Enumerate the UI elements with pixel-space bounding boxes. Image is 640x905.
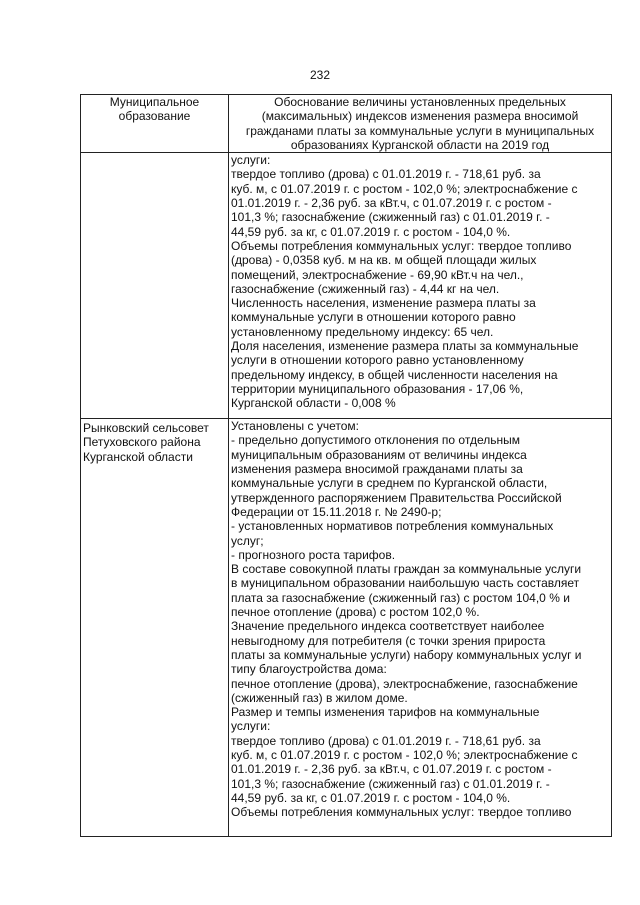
justification-line: коммунальные услуги в среднем по Курганской области, [231, 476, 548, 491]
justification-line: 01.01.2019 г. - 2,36 руб. за кВт.ч, с 01.07.2019 г. с ростом - [231, 196, 552, 211]
justification-line: 44,59 руб. за кг, с 01.07.2019 г. с ростом - 104,0 %. [231, 790, 511, 805]
justification-line: муниципальным образованиям от величины индекса [231, 447, 527, 462]
table-row [81, 153, 612, 419]
municipality-cell [81, 419, 229, 837]
justification-line: твердое топливо (дрова) с 01.01.2019 г. - 718,61 руб. за [231, 733, 541, 748]
header-justification [229, 95, 612, 153]
justification-line: - установленных нормативов потребления коммунальных [231, 519, 554, 534]
justification-line: плата за газоснабжение (сжиженный газ) с ростом 104,0 % и [231, 590, 570, 605]
justification-line: - предельно допустимого отклонения по отдельным [231, 433, 520, 448]
justification-line: 101,3 %; газоснабжение (сжиженный газ) с 01.01.2019 г. - [231, 776, 550, 791]
municipality-cell [81, 153, 229, 419]
justification-cell [229, 419, 612, 837]
justification-line: установленному предельному индексу: 65 чел. [231, 324, 494, 339]
municipality-line: Рынковский сельсовет [83, 421, 209, 436]
justification-line: Курганской области - 0,008 % [231, 396, 396, 411]
justification-line: твердое топливо (дрова) с 01.01.2019 г. - 718,61 руб. за [231, 167, 541, 182]
header-line: образование [118, 109, 191, 124]
justification-line: печное отопление (дрова), электроснабжение, газоснабжение [231, 676, 578, 691]
justification-line: невыгодному для потребителя (с точки зрения прироста [231, 633, 546, 648]
justification-line: 101,3 %; газоснабжение (сжиженный газ) с 01.01.2019 г. - [231, 210, 550, 225]
page-number: 232 [309, 68, 331, 82]
header-municipality [81, 95, 229, 153]
justification-line: Федерации от 15.11.2018 г. № 2490-р; [231, 504, 442, 519]
header-line: Обоснование величины установленных предельных [274, 95, 566, 109]
header-line: Муниципальное [109, 95, 200, 109]
table-row [81, 419, 612, 837]
justification-line: утвержденного распоряжением Правительства Российской [231, 490, 562, 505]
header-line: гражданами платы за коммунальные услуги в муниципальных [245, 123, 595, 138]
justification-line: (дрова) - 0,0358 куб. м на кв. м общей площади жилых [231, 253, 537, 268]
justification-line: Объемы потребления коммунальных услуг: твердое топливо [231, 238, 572, 253]
justification-line: Доля населения, изменение размера платы за коммунальные [231, 339, 579, 354]
justification-line: Объемы потребления коммунальных услуг: твердое топливо [231, 805, 572, 820]
justification-line: куб. м, с 01.07.2019 г. с ростом - 102,0 %; электроснабжение с [231, 181, 578, 196]
justification-line: услуги: [231, 153, 271, 168]
justification-line: печное отопление (дрова) с ростом 102,0 %. [231, 605, 480, 620]
justification-line: Численность населения, изменение размера платы за [231, 296, 536, 311]
justification-line: 44,59 руб. за кг, с 01.07.2019 г. с ростом - 104,0 %. [231, 224, 511, 239]
justification-cell [229, 153, 612, 419]
justification-line: Установлены с учетом: [231, 419, 359, 434]
justification-line: предельному индексу, в общей численности населения на [231, 367, 558, 382]
justification-line: в муниципальном образовании наибольшую часть составляет [231, 576, 580, 591]
justification-line: услуги: [231, 719, 271, 734]
header-line: образованиях Курганской области на 2019 год [290, 137, 550, 152]
justification-line: 01.01.2019 г. - 2,36 руб. за кВт.ч, с 01.07.2019 г. с ростом - [231, 762, 552, 777]
municipality-line: Курганской области [83, 449, 193, 464]
justification-line: (сжиженный газ) в жилом доме. [231, 690, 408, 705]
justification-line: территории муниципального образования - 17,06 %, [231, 381, 524, 396]
tariff-justification-table [80, 94, 612, 837]
justification-line: Значение предельного индекса соответствует наиболее [231, 619, 545, 634]
justification-line: - прогнозного роста тарифов. [231, 547, 396, 562]
justification-line: Размер и темпы изменения тарифов на коммунальные [231, 705, 540, 720]
municipality-line: Петуховского района [83, 435, 201, 450]
justification-line: платы за коммунальные услуги) набору коммунальных услуг и [231, 647, 582, 662]
justification-line: коммунальные услуги в отношении которого равно [231, 310, 516, 325]
justification-line: типу благоустройства дома: [231, 662, 387, 677]
justification-line: изменения размера вносимой гражданами платы за [231, 462, 523, 477]
table-header-row [81, 95, 612, 153]
justification-line: услуги в отношении которого равно установленному [231, 353, 524, 368]
header-line: (максимальных) индексов изменения размера вносимой [261, 109, 579, 124]
justification-line: В составе совокупной платы граждан за коммунальные услуги [231, 562, 582, 577]
justification-line: куб. м, с 01.07.2019 г. с ростом - 102,0 %; электроснабжение с [231, 748, 578, 763]
justification-line: услуг; [231, 533, 264, 548]
justification-line: помещений, электроснабжение - 69,90 кВт.ч на чел., [231, 267, 524, 282]
justification-line: газоснабжение (сжиженный газ) - 4,44 кг на чел. [231, 281, 500, 296]
